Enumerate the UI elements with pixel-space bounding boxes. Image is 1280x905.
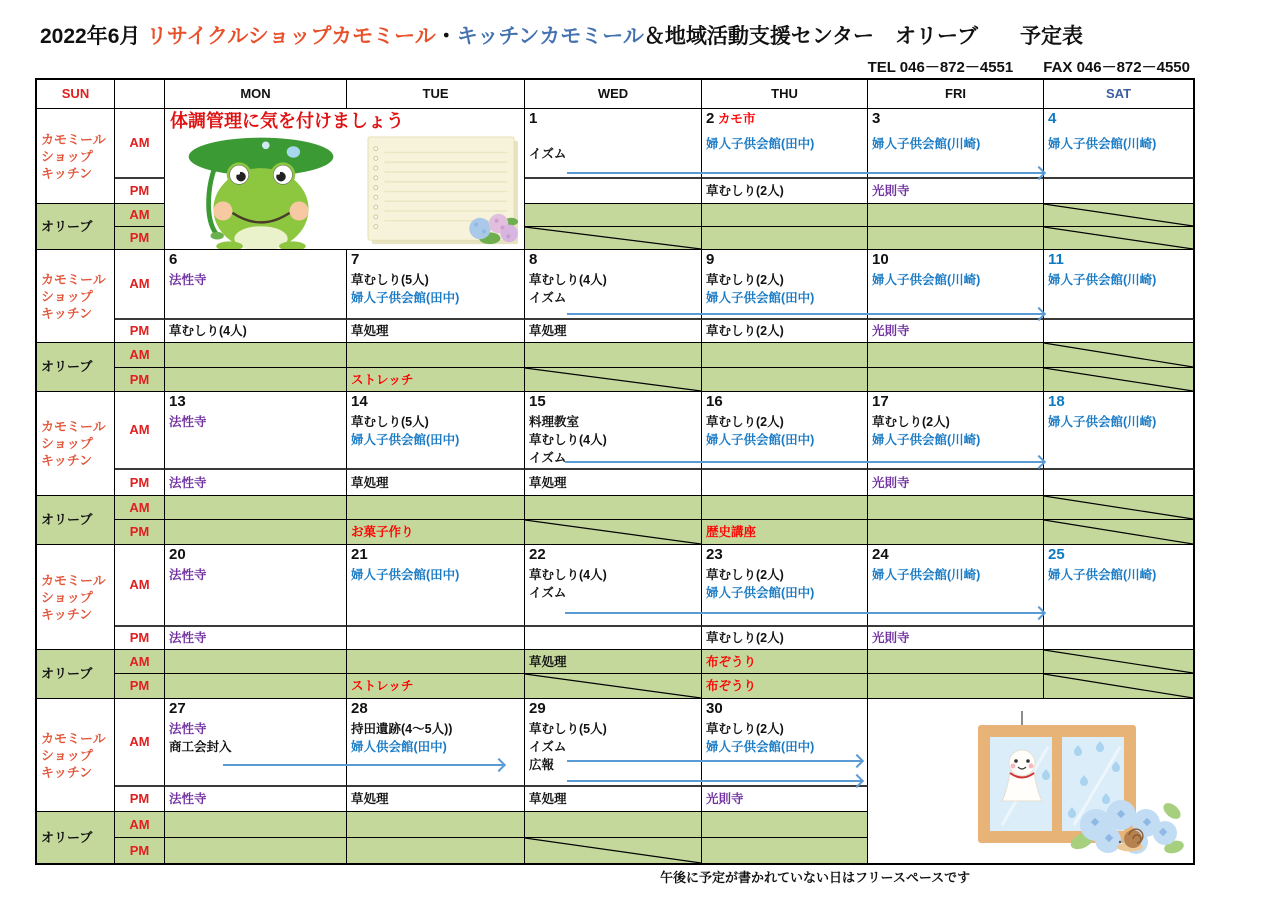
- pm-label: PM: [115, 470, 165, 496]
- closed-cell: [1044, 674, 1194, 699]
- title-month: 2022年6月: [40, 25, 141, 48]
- olive-cell: [868, 227, 1044, 250]
- pm-label: PM: [115, 179, 165, 204]
- continuation-arrow: [565, 461, 1043, 463]
- day-cell-7-am: 7 草むしり(5人) 婦人子供会館(田中): [347, 250, 525, 320]
- olive-cell: [868, 496, 1044, 520]
- continuation-arrow: [567, 313, 1043, 315]
- pm-label: PM: [115, 787, 165, 812]
- row-label-chamomile: カモミール ショップ キッチン: [37, 250, 115, 343]
- am-label: AM: [115, 699, 165, 787]
- olive-cell: [525, 496, 702, 520]
- row-label-chamomile: カモミール ショップ キッチン: [37, 392, 115, 496]
- olive-cell: [347, 812, 525, 838]
- olive-cell: [165, 674, 347, 699]
- am-label: AM: [115, 392, 165, 470]
- header-mon: MON: [165, 80, 347, 109]
- closed-cell: [525, 674, 702, 699]
- closed-cell: [525, 368, 702, 392]
- day-cell-30-am: 30 草むしり(2人) 婦人子供会館(田中): [702, 699, 868, 787]
- olive-cell: [702, 838, 868, 864]
- pm-label: PM: [115, 227, 165, 250]
- day-cell-21-pm: [347, 627, 525, 650]
- day-cell-23-am: 23 草むしり(2人) 婦人子供会館(田中): [702, 545, 868, 627]
- date-number: 4: [1048, 110, 1057, 127]
- header-thu: THU: [702, 80, 868, 109]
- am-label: AM: [115, 545, 165, 627]
- week1-image-cell: [165, 109, 525, 250]
- olive-cell: [868, 343, 1044, 368]
- olive-cell: [525, 204, 702, 227]
- header-sun: SUN: [37, 80, 115, 109]
- olive-cell: [525, 812, 702, 838]
- row-label-olive: オリーブ: [37, 812, 115, 864]
- am-label: AM: [115, 812, 165, 838]
- calendar-table: [35, 78, 1195, 865]
- closed-cell: [1044, 204, 1194, 227]
- closed-cell: [1044, 650, 1194, 674]
- day-cell-21-am: 21 婦人子供会館(田中): [347, 545, 525, 627]
- notepad-illustration: [365, 135, 521, 247]
- header-blank: [115, 80, 165, 109]
- day-cell-11-pm: [1044, 320, 1194, 343]
- row-label-chamomile: カモミール ショップ キッチン: [37, 699, 115, 812]
- day-cell-25-am: 25 婦人子供会館(川崎): [1044, 545, 1194, 627]
- day-cell-14-am: 14 草むしり(5人) 婦人子供会館(田中): [347, 392, 525, 470]
- day-cell-2-am: 2 カモ市 婦人子供会館(田中): [702, 109, 868, 179]
- olive-cell: [165, 343, 347, 368]
- day-cell-2-pm: 草むしり(2人): [702, 179, 868, 204]
- row-label-olive: オリーブ: [37, 343, 115, 392]
- continuation-arrow: [567, 760, 861, 762]
- day-cell-13-am: 13 法性寺: [165, 392, 347, 470]
- olive-activity-cell: ストレッチ: [347, 368, 525, 392]
- window-illustration: [960, 711, 1188, 861]
- day-cell-27-pm: 法性寺: [165, 787, 347, 812]
- closed-cell: [525, 227, 702, 250]
- am-label: AM: [115, 496, 165, 520]
- kamo-market-note: カモ市: [717, 112, 756, 126]
- olive-cell: [165, 496, 347, 520]
- am-label: AM: [115, 650, 165, 674]
- health-banner: 体調管理に気を付けましょう: [170, 111, 404, 131]
- olive-cell: [165, 520, 347, 545]
- day-cell-10-pm: 光則寺: [868, 320, 1044, 343]
- olive-cell: [165, 812, 347, 838]
- day-cell-20-am: 20 法性寺: [165, 545, 347, 627]
- day-cell-28-am: 28 持田遺跡(4～5人)) 婦人供会館(田中): [347, 699, 525, 787]
- row-label-chamomile: カモミール ショップ キッチン: [37, 545, 115, 650]
- day-cell-20-pm: 法性寺: [165, 627, 347, 650]
- header-sat: SAT: [1044, 80, 1194, 109]
- day-cell-27-am: 27 法性寺 商工会封入: [165, 699, 347, 787]
- day-cell-1-am: 1 イズム: [525, 109, 702, 179]
- pm-label: PM: [115, 520, 165, 545]
- pm-label: PM: [115, 838, 165, 864]
- olive-cell: [347, 496, 525, 520]
- day-cell-14-pm: 草処理: [347, 470, 525, 496]
- olive-activity-cell: 布ぞうり: [702, 650, 868, 674]
- day-cell-23-pm: 草むしり(2人): [702, 627, 868, 650]
- day-cell-16-am: 16 草むしり(2人) 婦人子供会館(田中): [702, 392, 868, 470]
- olive-cell: [868, 204, 1044, 227]
- day-cell-24-am: 24 婦人子供会館(川崎): [868, 545, 1044, 627]
- olive-cell: [525, 343, 702, 368]
- day-cell-3-am: 3 婦人子供会館(川崎): [868, 109, 1044, 179]
- olive-cell: [868, 520, 1044, 545]
- olive-activity-cell: 歴史講座: [702, 520, 868, 545]
- closed-cell: [1044, 520, 1194, 545]
- day-cell-17-pm: 光則寺: [868, 470, 1044, 496]
- olive-cell: [165, 838, 347, 864]
- closed-cell: [1044, 368, 1194, 392]
- day-cell-30-pm: 光則寺: [702, 787, 868, 812]
- header-wed: WED: [525, 80, 702, 109]
- am-label: AM: [115, 250, 165, 320]
- closed-cell: [1044, 496, 1194, 520]
- day-cell-18-pm: [1044, 470, 1194, 496]
- day-cell-9-am: 9 草むしり(2人) 婦人子供会館(田中): [702, 250, 868, 320]
- closed-cell: [525, 520, 702, 545]
- olive-cell: [702, 812, 868, 838]
- day-cell-15-am: 15 料理教室 草むしり(4人) イズム: [525, 392, 702, 470]
- am-label: AM: [115, 204, 165, 227]
- row-label-olive: オリーブ: [37, 204, 115, 250]
- day-cell-4-pm: [1044, 179, 1194, 204]
- closed-cell: [1044, 343, 1194, 368]
- olive-cell: [702, 227, 868, 250]
- day-cell-1-pm: [525, 179, 702, 204]
- date-number: 1: [529, 110, 538, 127]
- continuation-arrow: [567, 172, 1043, 174]
- continuation-arrow: [223, 764, 503, 766]
- day-cell-15-pm: 草処理: [525, 470, 702, 496]
- week5-image-cell: [868, 699, 1194, 864]
- title-dot: ・: [435, 25, 457, 48]
- day-cell-8-pm: 草処理: [525, 320, 702, 343]
- day-cell-3-pm: 光則寺: [868, 179, 1044, 204]
- olive-cell: [347, 343, 525, 368]
- day-cell-29-am: 29 草むしり(5人) イズム 広報: [525, 699, 702, 787]
- day-cell-18-am: 18 婦人子供会館(川崎): [1044, 392, 1194, 470]
- olive-cell: [165, 650, 347, 674]
- tel-fax-line: TEL 046－872－4551 FAX 046－872－4550: [867, 59, 1190, 76]
- olive-activity-cell: 草処理: [525, 650, 702, 674]
- header-fri: FRI: [868, 80, 1044, 109]
- olive-cell: [868, 674, 1044, 699]
- day-cell-10-am: 10 婦人子供会館(川崎): [868, 250, 1044, 320]
- day-cell-28-pm: 草処理: [347, 787, 525, 812]
- olive-cell: [702, 204, 868, 227]
- closed-cell: [525, 838, 702, 864]
- olive-cell: [702, 368, 868, 392]
- olive-activity-cell: ストレッチ: [347, 674, 525, 699]
- olive-cell: [702, 496, 868, 520]
- page-title: [40, 20, 1083, 50]
- am-label: AM: [115, 109, 165, 179]
- day-cell-25-pm: [1044, 627, 1194, 650]
- day-cell-9-pm: 草むしり(2人): [702, 320, 868, 343]
- olive-activity-cell: お菓子作り: [347, 520, 525, 545]
- day-cell-22-pm: [525, 627, 702, 650]
- day-cell-7-pm: 草処理: [347, 320, 525, 343]
- date-number: 2: [706, 110, 715, 127]
- pm-label: PM: [115, 674, 165, 699]
- day-cell-13-pm: 法性寺: [165, 470, 347, 496]
- day-cell-11-am: 11 婦人子供会館(川崎): [1044, 250, 1194, 320]
- day-cell-16-pm: [702, 470, 868, 496]
- day-cell-8-am: 8 草むしり(4人) イズム: [525, 250, 702, 320]
- footer-note: 午後に予定が書かれていない日はフリースペースです: [660, 870, 971, 885]
- row-label-olive: オリーブ: [37, 496, 115, 545]
- day-cell-6-pm: 草むしり(4人): [165, 320, 347, 343]
- title-shop-name: リサイクルショップカモミール: [146, 25, 436, 48]
- day-cell-29-pm: 草処理: [525, 787, 702, 812]
- pm-label: PM: [115, 627, 165, 650]
- olive-cell: [347, 650, 525, 674]
- row-label-chamomile: カモミール ショップ キッチン: [37, 109, 115, 204]
- pm-label: PM: [115, 368, 165, 392]
- closed-cell: [1044, 227, 1194, 250]
- day-cell-4-am: 4 婦人子供会館(川崎): [1044, 109, 1194, 179]
- continuation-arrow: [567, 780, 861, 782]
- row-label-olive: オリーブ: [37, 650, 115, 699]
- am-label: AM: [115, 343, 165, 368]
- olive-cell: [868, 650, 1044, 674]
- day-cell-6-am: 6 法性寺: [165, 250, 347, 320]
- title-kitchen-name: キッチンカモミール: [456, 25, 644, 48]
- date-number: 3: [872, 110, 881, 127]
- olive-activity-cell: 布ぞうり: [702, 674, 868, 699]
- olive-cell: [868, 368, 1044, 392]
- olive-cell: [347, 838, 525, 864]
- continuation-arrow: [565, 612, 1043, 614]
- pm-label: PM: [115, 320, 165, 343]
- header-tue: TUE: [347, 80, 525, 109]
- day-cell-24-pm: 光則寺: [868, 627, 1044, 650]
- frog-illustration: [177, 131, 345, 250]
- olive-cell: [165, 368, 347, 392]
- day-cell-22-am: 22 草むしり(4人) イズム: [525, 545, 702, 627]
- olive-cell: [702, 343, 868, 368]
- title-rest: ＆地域活動支援センター オリーブ 予定表: [643, 25, 1083, 48]
- day-cell-17-am: 17 草むしり(2人) 婦人子供会館(川崎): [868, 392, 1044, 470]
